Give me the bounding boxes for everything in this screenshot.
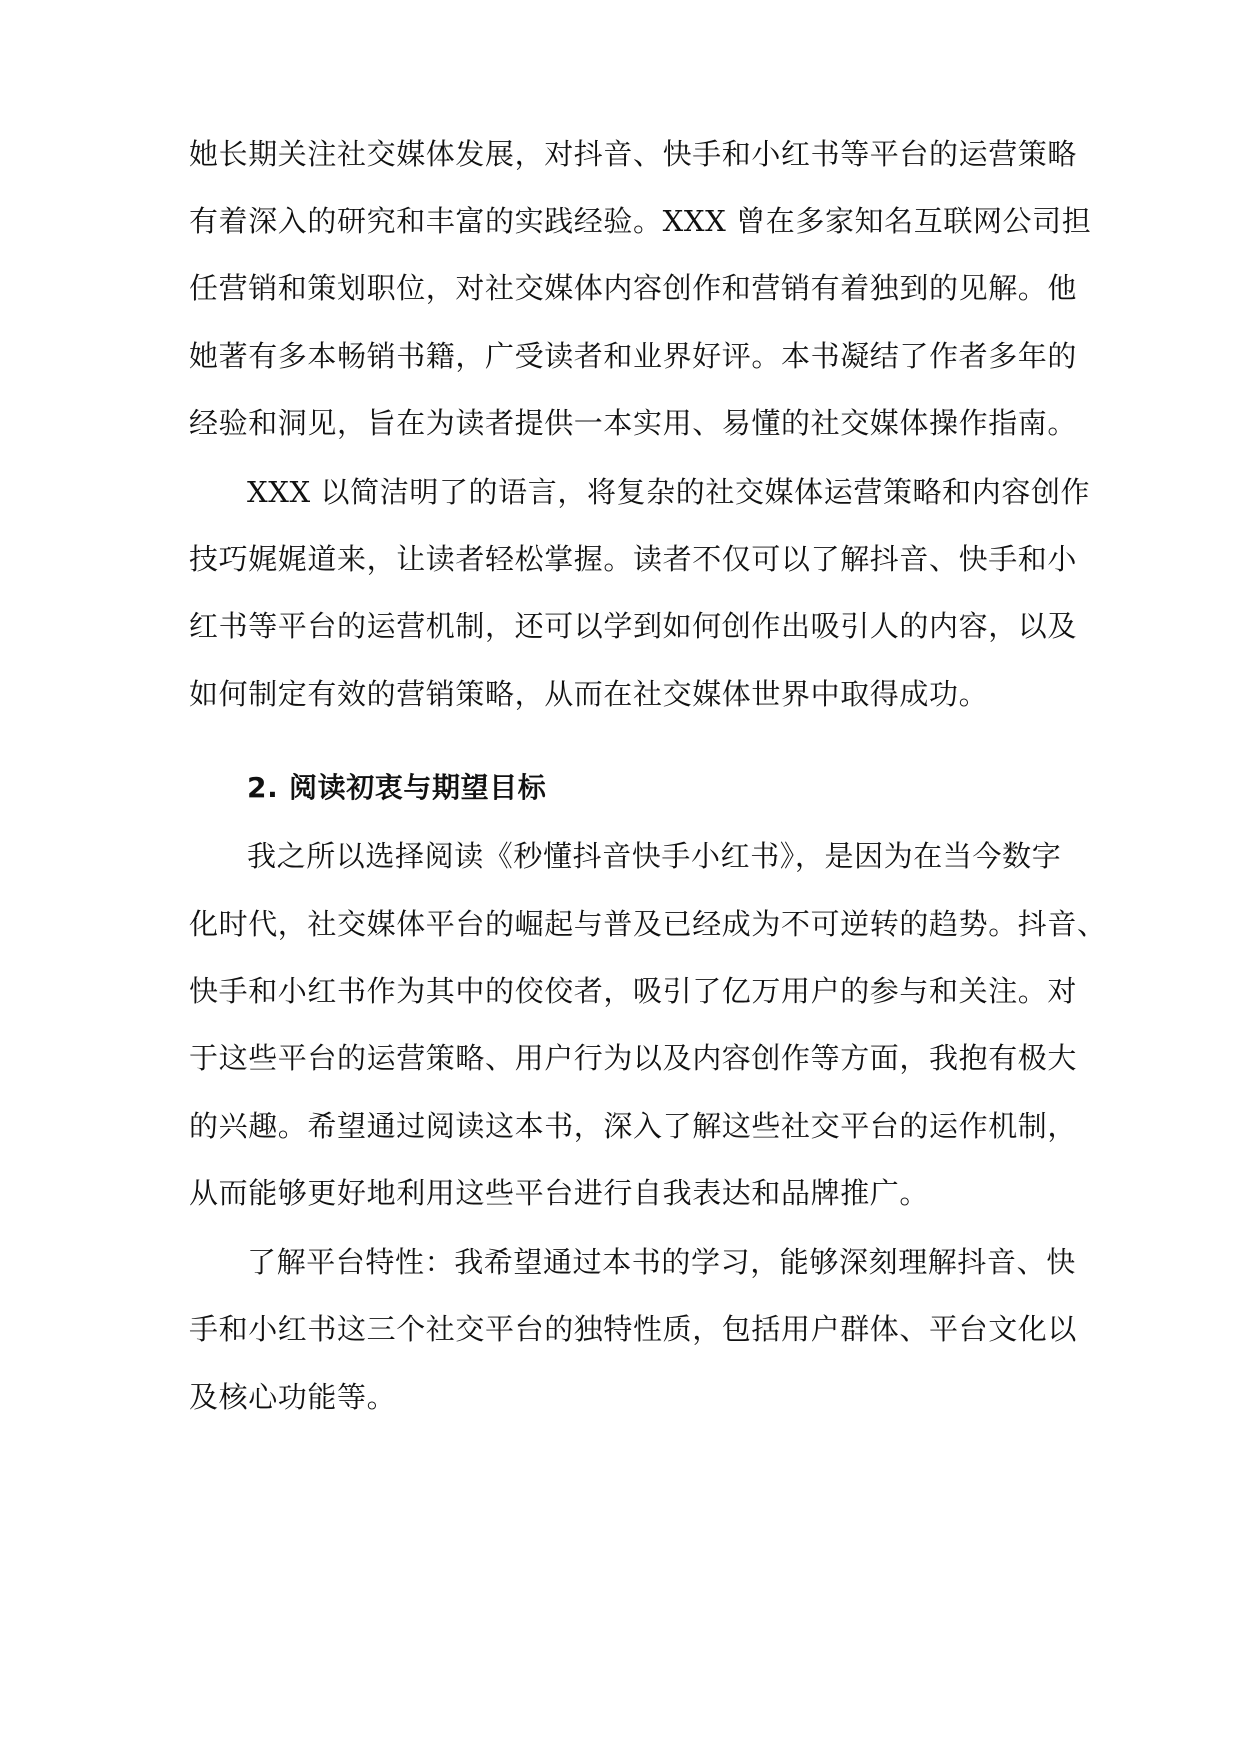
paragraph-line: 从而能够更好地利用这些平台进行自我表达和品牌推广。 [189,1176,930,1210]
section-number: 2. [247,771,279,804]
paragraph-line: 于这些平台的运营策略、用户行为以及内容创作等方面，我抱有极大 [189,1041,1078,1075]
paragraph-line: 我之所以选择阅读《秒懂抖音快手小红书》，是因为在当今数字 [247,839,1062,873]
section-title: 阅读初衷与期望目标 [289,771,547,804]
paragraph-line: 经验和洞见，旨在为读者提供一本实用、易懂的社交媒体操作指南。 [189,406,1078,440]
paragraph-line: 她著有多本畅销书籍，广受读者和业界好评。本书凝结了作者多年的 [189,339,1078,373]
paragraph-line: 的兴趣。希望通过阅读这本书，深入了解这些社交平台的运作机制， [189,1109,1078,1143]
paragraph-line: XXX 以简洁明了的语言，将复杂的社交媒体运营策略和内容创作 [247,475,1091,509]
paragraph-line: 任营销和策划职位，对社交媒体内容创作和营销有着独到的见解。他 [189,271,1078,305]
paragraph-line: 了解平台特性：我希望通过本书的学习，能够深刻理解抖音、快 [247,1245,1076,1279]
section-heading [247,768,1127,808]
paragraph-line: 如何制定有效的营销策略，从而在社交媒体世界中取得成功。 [189,677,989,711]
paragraph-line: 化时代，社交媒体平台的崛起与普及已经成为不可逆转的趋势。抖音、 [189,907,1107,941]
paragraph-line: 技巧娓娓道来，让读者轻松掌握。读者不仅可以了解抖音、快手和小 [189,542,1078,576]
paragraph-line: 有着深入的研究和丰富的实践经验。XXX 曾在多家知名互联网公司担 [189,204,1092,238]
paragraph-line: 手和小红书这三个社交平台的独特性质，包括用户群体、平台文化以 [189,1312,1078,1346]
paragraph-line: 红书等平台的运营机制，还可以学到如何创作出吸引人的内容，以及 [189,609,1078,643]
paragraph-line: 及核心功能等。 [189,1380,397,1414]
paragraph-line: 快手和小红书作为其中的佼佼者，吸引了亿万用户的参与和关注。对 [189,974,1078,1008]
paragraph-line: 她长期关注社交媒体发展，对抖音、快手和小红书等平台的运营策略 [189,137,1078,171]
